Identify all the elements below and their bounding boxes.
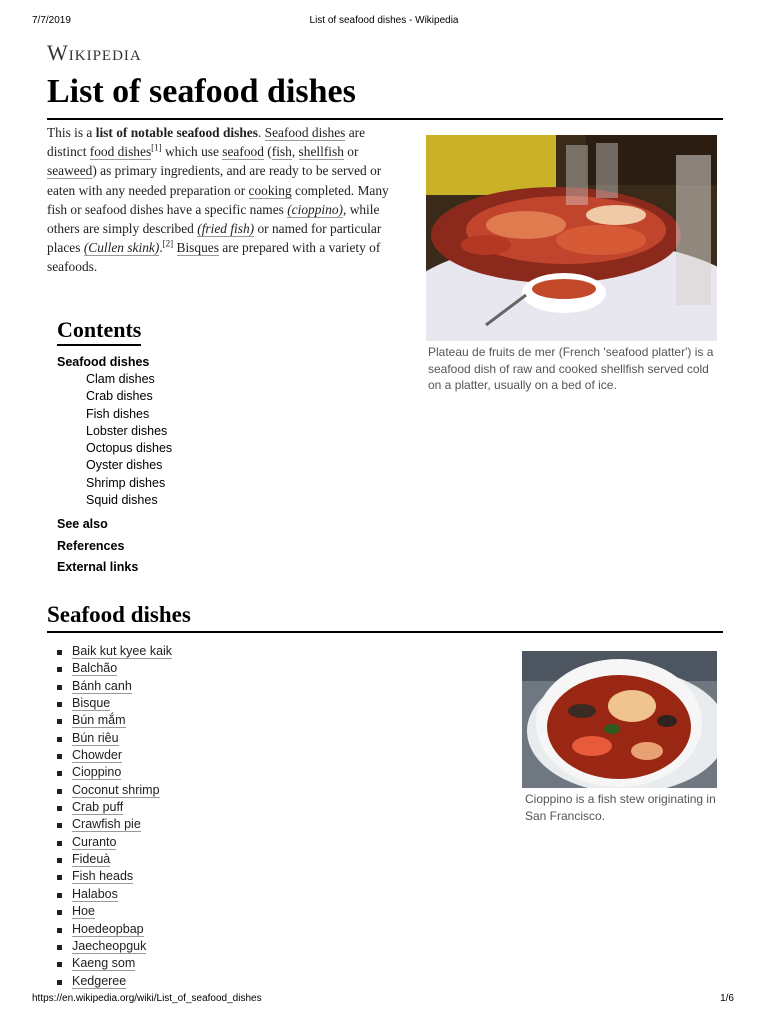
list-item	[57, 868, 172, 885]
dish-link[interactable]: Kedgeree	[72, 973, 127, 988]
lead-text: which use	[161, 144, 223, 160]
reference-2[interactable]: [2]	[162, 238, 174, 249]
list-item	[57, 973, 172, 990]
dish-link[interactable]: Halabos	[72, 886, 118, 901]
dish-link[interactable]: Hoe	[72, 904, 95, 919]
lead-bold-text: list of notable seafood dishes	[95, 125, 258, 140]
platter-image-caption: Plateau de fruits de mer (French 'seafood platter') is a seafood dish of raw and cooked shellfish served cold on a platter, usually on a bed of ice.	[428, 345, 714, 392]
dish-link[interactable]: Hoedeopbap	[72, 921, 144, 936]
toc-item-references[interactable]: References	[57, 538, 125, 553]
dish-link[interactable]: Bún riêu	[72, 730, 119, 745]
dish-link[interactable]: Kaeng som	[72, 956, 136, 971]
lead-text: completed. Many fish or seafood dishes have a specific names	[47, 182, 389, 217]
list-item	[57, 747, 172, 764]
dish-link[interactable]: Balchão	[72, 661, 118, 676]
list-item	[57, 903, 172, 920]
title-divider	[47, 118, 723, 120]
list-item	[57, 678, 172, 695]
toc-item-squid-dishes[interactable]: Squid dishes	[86, 493, 158, 508]
link-fish[interactable]: fish	[271, 144, 292, 160]
link-seafood[interactable]: seafood	[222, 144, 264, 160]
list-item	[57, 851, 172, 868]
list-item	[57, 886, 172, 903]
dish-link[interactable]: Fish heads	[72, 869, 134, 884]
link-shellfish[interactable]: shellfish	[298, 144, 344, 160]
cioppino-image[interactable]	[522, 651, 717, 788]
list-item	[57, 955, 172, 972]
list-item	[57, 782, 172, 799]
toc-title: Contents	[57, 317, 141, 346]
seafood-platter-image[interactable]	[426, 135, 717, 341]
toc-item-lobster-dishes[interactable]: Lobster dishes	[86, 423, 168, 438]
lead-text: (	[263, 144, 272, 160]
toc-list	[57, 354, 357, 579]
toc-item-seafood-dishes[interactable]: Seafood dishes	[57, 355, 150, 369]
table-of-contents	[57, 317, 357, 579]
list-item	[57, 695, 172, 712]
toc-item-see-also[interactable]: See also	[57, 517, 108, 532]
page-number: 1/6	[720, 993, 734, 1004]
lead-text: or	[343, 144, 359, 160]
dish-link[interactable]: Baik kut kyee kaik	[72, 644, 173, 658]
toc-item-clam-dishes[interactable]: Clam dishes	[86, 372, 155, 386]
print-date: 7/7/2019	[32, 15, 71, 26]
list-item	[57, 660, 172, 677]
link-seaweed[interactable]: seaweed	[47, 163, 93, 179]
dish-link[interactable]: Crawfish pie	[72, 817, 141, 832]
toc-item-shrimp-dishes[interactable]: Shrimp dishes	[86, 475, 166, 490]
section-divider	[47, 631, 723, 633]
dish-link[interactable]: Cioppino	[72, 765, 122, 780]
wikipedia-wordmark[interactable]: Wikipedia	[47, 40, 142, 65]
link-cioppino[interactable]: (cioppino)	[287, 201, 343, 217]
dish-link[interactable]: Bún mắm	[72, 713, 126, 728]
lead-text: or named for particular places	[47, 221, 382, 256]
dish-link[interactable]: Crab puff	[72, 800, 124, 815]
lead-text: .	[257, 125, 265, 140]
link-cooking[interactable]: cooking	[248, 182, 292, 198]
lead-text: This is a	[47, 125, 96, 140]
print-document-title: List of seafood dishes - Wikipedia	[309, 15, 459, 26]
section-heading-seafood-dishes: Seafood dishes	[47, 602, 191, 627]
dish-link[interactable]: Bisque	[72, 696, 111, 711]
list-item	[57, 938, 172, 955]
toc-item-external-links[interactable]: External links	[57, 560, 139, 575]
print-header	[0, 15, 768, 29]
toc-item-crab-dishes[interactable]: Crab dishes	[86, 389, 153, 404]
lead-text: .	[159, 240, 163, 256]
dish-link[interactable]: Chowder	[72, 748, 123, 763]
link-fried-fish[interactable]: (fried fish)	[197, 221, 255, 237]
list-item	[57, 712, 172, 729]
lead-text: ,	[291, 144, 299, 160]
dish-link[interactable]: Bánh canh	[72, 678, 132, 693]
dish-link[interactable]: Coconut shrimp	[72, 782, 160, 797]
list-item	[57, 921, 172, 938]
link-bisques[interactable]: Bisques	[176, 240, 219, 256]
list-item	[57, 799, 172, 816]
dish-link[interactable]: Fideuà	[72, 852, 111, 867]
toc-item-fish-dishes[interactable]: Fish dishes	[86, 406, 150, 421]
list-item	[57, 816, 172, 833]
dish-link[interactable]: Jaecheopguk	[72, 938, 147, 953]
cioppino-image-caption: Cioppino is a fish stew originating in San Francisco.	[525, 792, 716, 823]
lead-paragraph	[47, 123, 399, 277]
list-item	[57, 834, 172, 851]
page-title: List of seafood dishes	[47, 73, 356, 110]
lead-text: are distinct	[47, 125, 366, 160]
link-food-dishes[interactable]: food dishes	[89, 144, 152, 160]
lead-text: are prepared with a variety of seafoods.	[47, 240, 381, 275]
link-cullen-skink[interactable]: (Cullen skink)	[83, 240, 160, 256]
toc-item-oyster-dishes[interactable]: Oyster dishes	[86, 458, 163, 473]
list-item	[57, 730, 172, 747]
reference-1[interactable]: [1]	[151, 142, 162, 153]
lead-text: ) as primary ingredients, and are ready to be served or eaten with any needed preparation or	[47, 163, 382, 198]
link-seafood-dishes[interactable]: Seafood dishes	[264, 125, 346, 140]
dish-link[interactable]: Curanto	[72, 834, 117, 849]
list-item	[57, 643, 172, 660]
list-item	[57, 764, 172, 781]
print-url: https://en.wikipedia.org/wiki/List_of_seafood_dishes	[32, 993, 262, 1004]
dish-list	[57, 643, 172, 990]
toc-item-octopus-dishes[interactable]: Octopus dishes	[86, 441, 173, 456]
lead-text: , while others are simply described	[47, 201, 380, 237]
